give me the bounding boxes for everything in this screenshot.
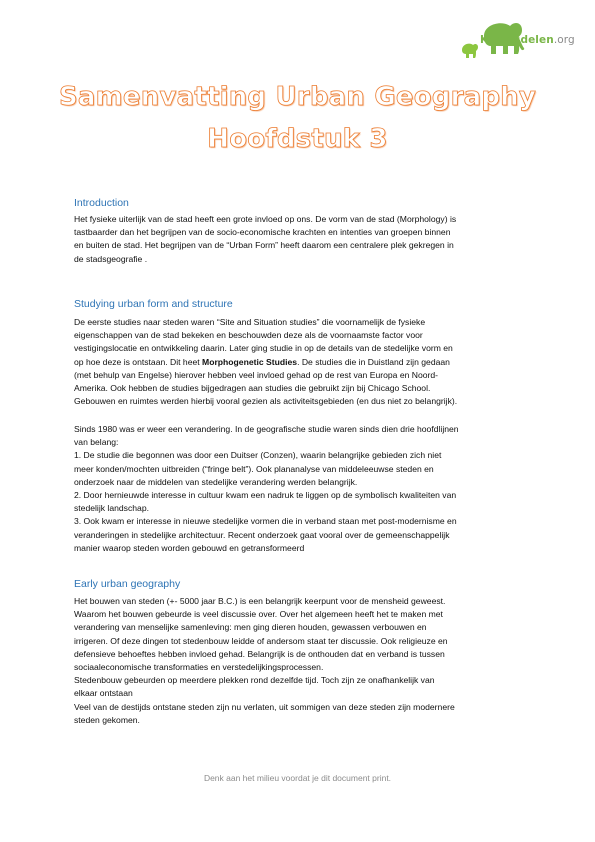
paragraph-introduction bbox=[74, 213, 528, 266]
text-line: en buiten de stad. Het begrijpen van de “Urban Form” heeft daarom een centralere plek gekregen in bbox=[74, 240, 454, 251]
paragraph-studying-2 bbox=[74, 423, 528, 555]
text-line: vestigingslocatie en ontwikkeling daarin. Later ging studie in op de details van de stedelijke vorm en bbox=[74, 343, 453, 354]
text-line: Waarom het bouwen gebeurde is veel discussie over. Over het algemeen heeft het te maken met bbox=[74, 609, 443, 620]
document-title-line-1: Samenvatting Urban Geography bbox=[58, 82, 537, 112]
text-line: manier waarop steden worden gebouwd en getransformeerd bbox=[74, 542, 305, 553]
text-line: irrigeren. Of deze dingen tot stedenbouw leidde of andersom staat ter discussie. Ook religieuze en bbox=[74, 635, 448, 646]
document-title-line-2: Hoofdstuk 3 bbox=[207, 124, 388, 154]
text-line: eigenschappen van de stad bekeken en beschouwden deze als de voornaamste factor voor bbox=[74, 330, 423, 341]
text-line: tastbaarder dan het begrijpen van de socio-economische krachten en intenties van groepen binnen bbox=[74, 227, 451, 238]
text-line: De eerste studies naar steden waren “Site and Situation studies” die voornamelijk de fysieke bbox=[74, 317, 426, 327]
text-line: veranderingen in stedelijke architectuur. Recent onderzoek gaat vooral over de gemeenschappelijk bbox=[74, 529, 450, 540]
text-line: verandering van menselijke samenleving: men ging dieren houden, gewassen verbouwen en bbox=[74, 622, 427, 633]
text-line: defensieve behoeftes hebben invloed gehad. Belangrijk is de onthouden dat en verband is tussen bbox=[74, 648, 445, 659]
text-line bbox=[74, 356, 528, 369]
logo-tld: .org bbox=[553, 34, 575, 46]
logo-brand: Kennisdelen bbox=[480, 34, 554, 46]
text-line: Stedenbouw gebeurden op meerdere plekken rond dezelfde tijd. Toch zijn ze onafhankelijk van bbox=[74, 675, 435, 686]
text-line: Het bouwen van steden (+- 5000 jaar B.C.) is een belangrijk keerpunt voor de mensheid geweest. bbox=[74, 596, 446, 606]
text-line: van belang: bbox=[74, 437, 119, 448]
text-span: . De studies die in Duistland zijn gedaan bbox=[297, 356, 450, 367]
text-line: Gebouwen en ruimtes werden hierbij vooral gezien als activiteitsgebieden (en dus niet zo belangrijk). bbox=[74, 396, 458, 407]
text-line: steden gekomen. bbox=[74, 714, 140, 725]
paragraph-studying-1 bbox=[74, 316, 528, 408]
text-line: Amerika. Ook hebben de studies bijgedragen aan studies die gebruikt zijn bij Chicago School. bbox=[74, 383, 431, 394]
text-line: Sinds 1980 was er weer een verandering. In de geografische studie waren sinds dien drie hoofdlijnen bbox=[74, 424, 459, 434]
text-line: (met behulp van Engelse) hierover hebben veel invloed gehad op de rest van Europa en Noord- bbox=[74, 369, 439, 380]
text-line: Het fysieke uiterlijk van de stad heeft een grote invloed op ons. De vorm van de stad (Morphology) is bbox=[74, 214, 457, 224]
text-line: de stadsgeografie . bbox=[74, 253, 148, 264]
text-line: onderzoek naar de middelen van stedelijke verandering werden belangrijk. bbox=[74, 476, 358, 487]
text-line: 1. De studie die begonnen was door een Duitser (Conzen), waarin belangrijke gebieden zich niet bbox=[74, 450, 442, 461]
heading-introduction: Introduction bbox=[74, 197, 129, 209]
text-line: Veel van de destijds ontstane steden zijn nu verlaten, uit sommigen van deze steden zijn modernere bbox=[74, 701, 455, 712]
text-line: stedelijk landschap. bbox=[74, 503, 150, 514]
text-line: elkaar ontstaan bbox=[74, 688, 133, 699]
text-span: op hoe deze is ontstaan. Dit heet bbox=[74, 356, 203, 367]
heading-studying-urban-form: Studying urban form and structure bbox=[74, 298, 233, 310]
text-line: 3. Ook kwam er interesse in nieuwe stedelijke vormen die in verband staan met post-modernisme en bbox=[74, 516, 457, 527]
text-line: 2. Door hernieuwde interesse in cultuur kwam een nadruk te liggen op de symbolisch kwaliteiten van bbox=[74, 490, 457, 501]
text-line: meer konden/mochten uitbreiden (“fringe belt”). Ook plananalyse van middeleeuwse steden en bbox=[74, 463, 434, 474]
heading-early-urban-geography: Early urban geography bbox=[74, 578, 181, 590]
text-line: sociaaleconomische transformaties en verstedelijkingsprocessen. bbox=[74, 662, 324, 673]
paragraph-early bbox=[74, 595, 528, 727]
bold-term: Morphogenetic Studies bbox=[202, 356, 298, 367]
footer-note: Denk aan het milieu voordat je dit document print. bbox=[203, 773, 392, 783]
